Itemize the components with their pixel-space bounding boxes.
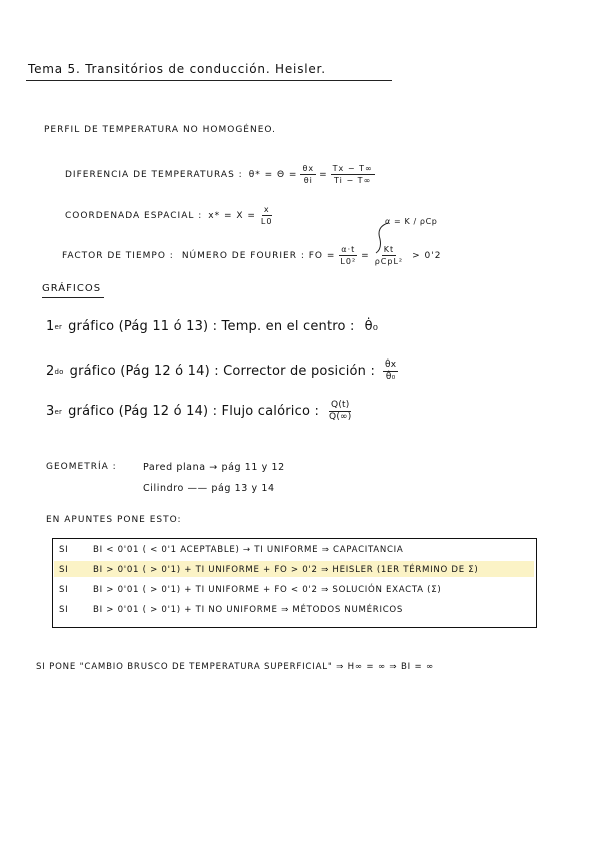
- x-ratio: $\frac{x}{L0}$: [260, 205, 273, 226]
- perfil-heading: PERFIL DE TEMPERATURA NO HOMOGÉNEO.: [44, 125, 276, 135]
- geometria-line: Pared plana → pág 11 y 12: [143, 462, 285, 473]
- temperature-ratio: $\frac{Tx - T\infty}{Ti - T\infty}$: [332, 164, 373, 185]
- brusco-note: SI PONE "CAMBIO BRUSCO DE TEMPERATURA SUPERFICIAL" ⇒ H∞ = ∞ ⇒ BI = ∞: [36, 662, 435, 672]
- title-underline: [26, 80, 392, 81]
- diferencia-label: DIFERENCIA DE TEMPERATURAS :: [65, 169, 243, 180]
- factor-label: FACTOR DE TIEMPO :: [62, 250, 174, 261]
- grafico-item: 3 er gráfico (Pág 12 ó 14) : Flujo calórico : $\frac{Q(t)}{Q(\infty)}$: [46, 400, 352, 422]
- fourier-label: NÚMERO DE FOURIER : FO =: [181, 250, 336, 261]
- diferencia-line: DIFERENCIA DE TEMPERATURAS : θ* = Θ = $\frac{\theta x}{\theta i}$ = $\frac{Tx - T\infty}{Ti - T\infty}$: [65, 164, 373, 185]
- diferencia-lhs: θ* = Θ =: [248, 169, 298, 180]
- coordenada-line: [65, 204, 277, 227]
- condition-row: SI BI < 0'01 ( < 0'1 ACEPTABLE) → TI UNIFORME ⇒ CAPACITANCIA: [59, 545, 404, 555]
- theta-center-symbol: θ̇₀: [364, 319, 379, 334]
- fourier-tail: > 0'2: [412, 250, 442, 261]
- fourier-frac-alpha: $\frac{\alpha\cdot t}{\text{L0²}}$: [340, 245, 357, 266]
- geometria-line: Cilindro —— pág 13 y 14: [143, 483, 275, 494]
- theta-ratio: $\frac{\theta x}{\theta i}$: [302, 164, 315, 185]
- factor-line: FACTOR DE TIEMPO : NÚMERO DE FOURIER : FO = $\frac{\alpha\cdot t}{\text{L0²}}$ = $\frac{Kt}{\text{ρCpL²}}$ > 0'2: [62, 245, 442, 266]
- coordenada-label: COORDENADA ESPACIAL :: [65, 210, 203, 221]
- coordenada-lhs: x* = X =: [208, 210, 256, 221]
- page-title: Tema 5. Transitórios de conducción. Heisler.: [28, 62, 326, 76]
- condition-row: SI BI > 0'01 ( > 0'1) + TI UNIFORME + FO > 0'2 ⇒ HEISLER (1ER TÉRMINO DE Σ): [59, 565, 479, 575]
- apuntes-label: EN APUNTES PONE ESTO:: [46, 515, 182, 525]
- geometria-label: GEOMETRÍA :: [46, 462, 117, 472]
- position-corrector-frac: $\frac{\thetȧx}{\text{θ̇₀}}$: [385, 360, 397, 382]
- condition-row: SI BI > 0'01 ( > 0'1) + TI UNIFORME + FO < 0'2 ⇒ SOLUCIÓN EXACTA (Σ): [59, 585, 442, 595]
- alpha-note: α = K / ρCp: [385, 217, 438, 226]
- fourier-frac-k: $\frac{Kt}{\text{ρCpL²}}$: [374, 245, 404, 266]
- grafico-item: 2 do gráfico (Pág 12 ó 14) : Corrector de posición : $\frac{\thetȧx}{\text{θ̇₀}}$: [46, 360, 397, 382]
- graficos-underline: [42, 297, 104, 298]
- conditions-box: [52, 538, 537, 628]
- grafico-item: 1 er gráfico (Pág 11 ó 13) : Temp. en el centro : θ̇₀: [46, 319, 379, 334]
- condition-row: SI BI > 0'01 ( > 0'1) + TI NO UNIFORME ⇒ MÉTODOS NUMÉRICOS: [59, 605, 404, 615]
- heat-flux-frac: $\frac{Q(t)}{Q(\infty)}$: [329, 400, 352, 422]
- graficos-heading: GRÁFICOS: [42, 283, 102, 294]
